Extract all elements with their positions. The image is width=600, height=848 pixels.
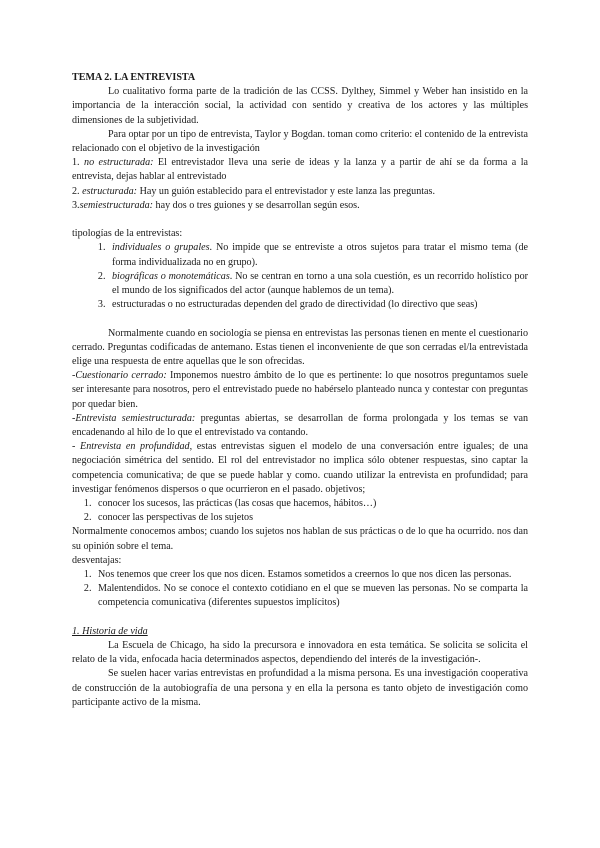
list-item [108, 241, 528, 269]
item-text: , estas entrevistas siguen el modelo de una conversación entre iguales; de una negociación simétrica del sentido. El rol del entrevistador no implica sólo obtener respuestas, sino captar la competencia comunicativa; de que se puede hablar y como. cuando utilizar la entrevista en profundidad; para investigar fenómenos dispersos o que ocurrieron en el pasado. objetivos; [72, 441, 528, 495]
in-depth-item [72, 440, 528, 497]
item-term: no estructurada: [84, 157, 154, 169]
list-item [108, 270, 528, 298]
closed-questionnaire-item [72, 369, 528, 412]
interview-type-item [72, 199, 528, 213]
typologies-heading: tipologías de la entrevistas: [72, 228, 183, 240]
list-item: 2. conocer las perspectivas de los sujetos [94, 511, 528, 525]
item-text: Hay un guión establecido para el entrevistador y este lanza las preguntas. [137, 185, 435, 197]
history-paragraph-1: La Escuela de Chicago, ha sido la precursora e innovadora en esta temática. Se solicita se solicita el relato de la vida, enfocada hacia determinados aspectos, dependiendo del interés de la investigación-. [72, 640, 528, 666]
disadvantages-list [72, 568, 528, 611]
item-text: preguntas abiertas, se desarrollan de forma prolongada y los temas se van encadenando al hilo de lo que el entrevistado va contando. [72, 412, 528, 439]
both-paragraph: Normalmente conocemos ambos; cuando los sujetos nos hablan de sus prácticas o de lo que ha ocurrido. nos dan su opinión sobre el tema. [72, 526, 528, 552]
semistructured-item [72, 412, 528, 440]
list-item [108, 298, 528, 312]
item-text: . No se centran en torno a una sola cuestión, es un recorrido holístico por el mundo de los significados del actor (aunque hablemos de un tema). [112, 270, 528, 297]
item-text: estructuradas o no estructuradas dependen del grado de directividad (lo directivo que seas) [112, 299, 478, 311]
item-term: - Entrevista en profundidad [72, 441, 190, 453]
list-item: 1. Nos tenemos que creer los que nos dicen. Estamos sometidos a creernos lo que nos dicen las personas. [94, 568, 528, 582]
item-term: -Cuestionario cerrado: [72, 370, 167, 382]
history-paragraph-2: Se suelen hacer varias entrevistas en profundidad a la misma persona. Es una investigación cooperativa de construcción de la autobiografía de una persona y en ella la persona es tanto objeto de investigación como participante activo de la misma. [72, 668, 528, 708]
interview-type-item [72, 156, 528, 184]
item-text: El entrevistador lleva una serie de ideas y la lanza y a partir de ahí se da forma a la entrevista, dejas hablar al entrevistado [72, 157, 529, 183]
item-term: -Entrevista semiestructurada: [72, 412, 196, 424]
list-item: 2. Malentendidos. No se conoce el contexto cotidiano en el que se mueven las personas. No se comparta la competencia comunicativa (diferentes supuestos implícitos) [94, 582, 528, 610]
section-title-text: 1. Historia de vida [72, 625, 148, 637]
list-item: 1. conocer los sucesos, las prácticas (las cosas que hacemos, hábitos…) [94, 497, 528, 511]
item-prefix: 2. [72, 185, 83, 197]
item-text: . No impide que se entreviste a otros sujetos para tratar el mismo tema (de forma individualizada no en grupo). [112, 242, 529, 268]
interview-type-item [72, 185, 528, 199]
item-prefix: 3. [72, 199, 80, 211]
document-title: TEMA 2. LA ENTREVISTA [72, 72, 196, 83]
item-term: semiestructurada: [79, 199, 154, 211]
item-term: biográficas o monotemáticas [112, 270, 230, 282]
intro-paragraph-2: Para optar por un tipo de entrevista, Taylor y Bogdan. toman como criterio: el contenido de la entrevista relacionado con el objetivo de la investigación [72, 128, 528, 155]
item-text: hay dos o tres guiones y se desarrollan según esos. [153, 199, 360, 211]
objectives-list [72, 497, 528, 525]
section-title [72, 625, 528, 639]
item-prefix: 1. [72, 157, 85, 169]
item-text: Imponemos nuestro ámbito de lo que es pertinente: lo que nosotros preguntamos suele ser interesante para nosotros, pero el entrevistado puede no habérselo planteado nunca y contestar con preguntas por quedar bien. [72, 370, 529, 410]
typologies-list [72, 241, 528, 312]
disadvantages-heading: desventajas: [72, 554, 122, 566]
intro-paragraph-1: Lo cualitativo forma parte de la tradición de las CCSS. Dylthey, Simmel y Weber han insistido en la importancia de la interacción social, la actividad con sentido y creativa de los actores y las múltiples dimensiones de la subjetividad. [72, 86, 528, 126]
item-term: individuales o grupales [112, 242, 210, 254]
document-page [72, 71, 528, 710]
closed-questionnaire-paragraph: Normalmente cuando en sociología se piensa en entrevistas las personas tienen en mente el cuestionario cerrado. Preguntas codificadas de antemano. Estas tienen el inconveniente de que son cerradas el/la entrevistada elige una respuesta de entre aquellas que le son ofrecidas. [72, 327, 528, 368]
item-term: estructurada: [82, 185, 138, 197]
